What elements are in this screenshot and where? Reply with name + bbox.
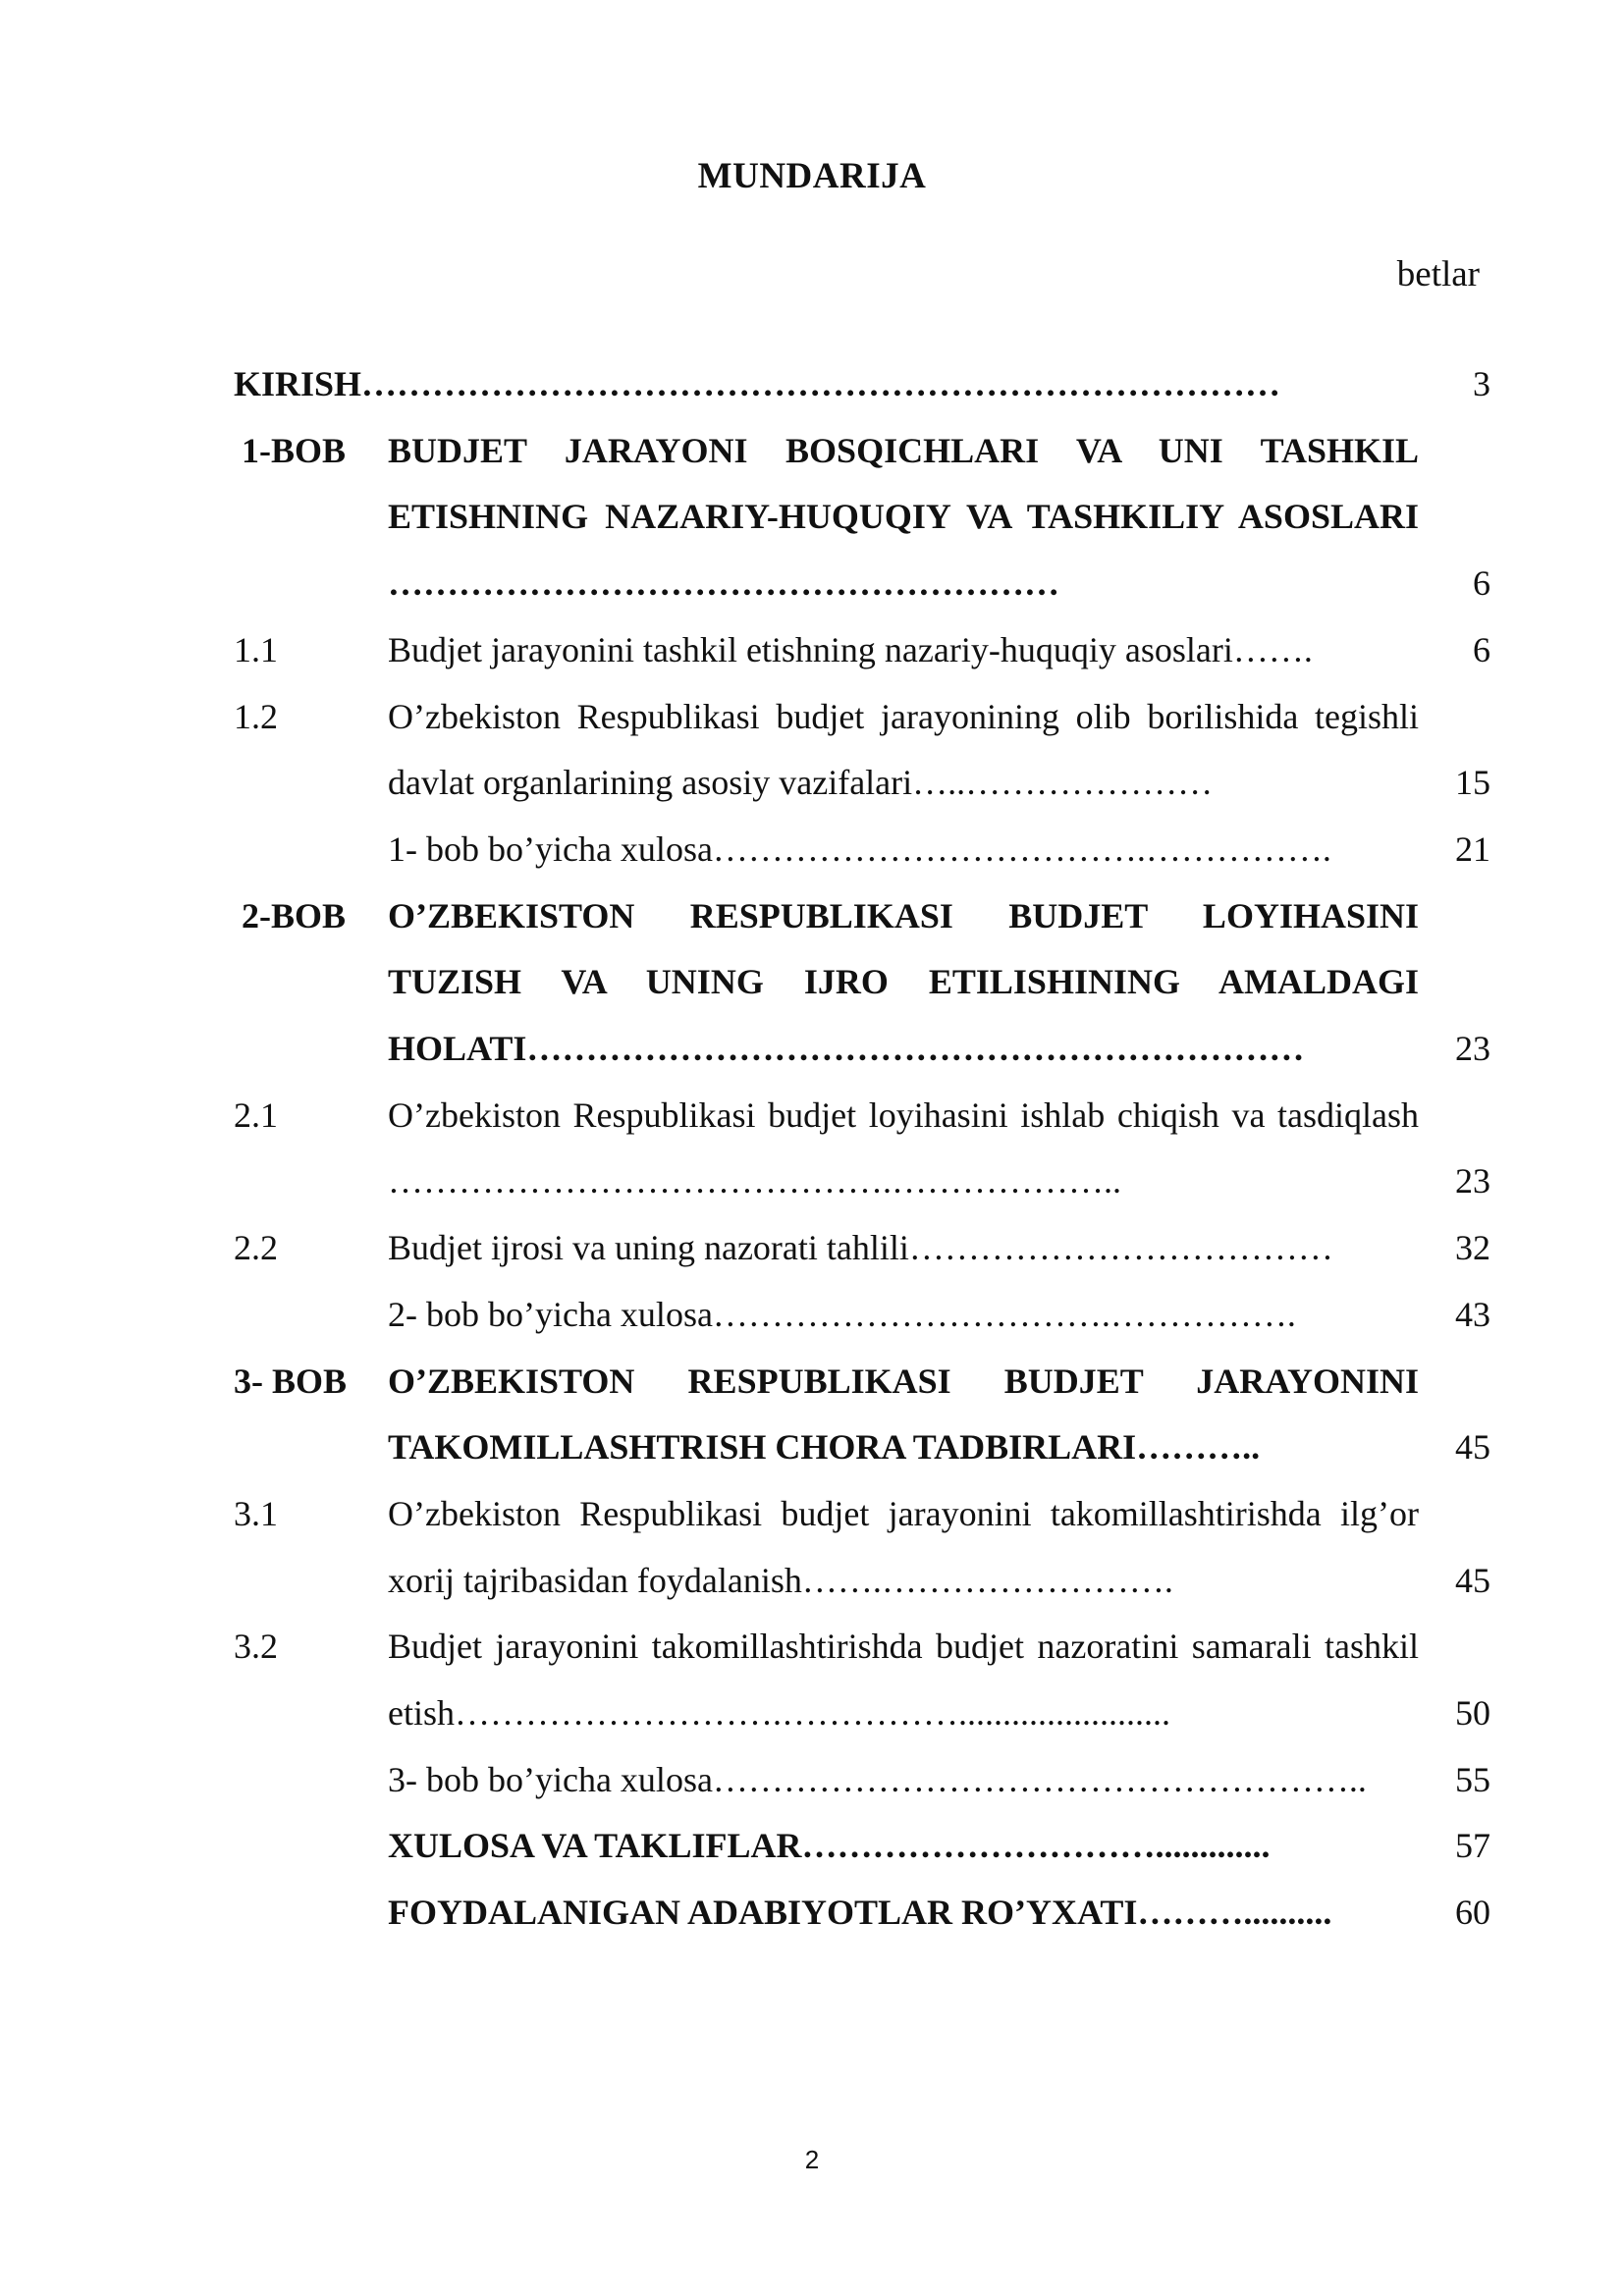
toc-entry-1-1[interactable] (234, 617, 1490, 684)
toc-entry-number: 1.1 (234, 629, 278, 669)
toc-entry-text: FOYDALANIGAN ADABIYOTLAR RO’YXATI……….......... (388, 1893, 1332, 1933)
toc-entry-page: 55 (1455, 1759, 1490, 1799)
toc-entry-number: 2-BOB (242, 895, 347, 935)
toc-entry-text: O’ZBEKISTON RESPUBLIKASI BUDJET JARAYONINI TAKOMILLASHTRISH CHORA TADBIRLARI……….. (388, 1361, 1419, 1468)
toc-entry-number: 2.1 (234, 1095, 278, 1135)
toc-entry-page: 3 (1473, 364, 1490, 403)
toc-entry-page: 45 (1455, 1427, 1490, 1468)
toc-entry-number: 1.2 (234, 696, 278, 736)
toc-entry-page: 21 (1455, 828, 1490, 869)
toc-entry-page: 15 (1455, 763, 1490, 803)
table-of-contents (234, 351, 1490, 1947)
toc-entry-chapter-2[interactable] (234, 883, 1490, 1083)
page-title: MUNDARIJA (697, 156, 927, 196)
toc-entry-conclusions[interactable] (234, 1813, 1490, 1880)
toc-entry-chapter-1[interactable] (234, 418, 1490, 617)
toc-entry-text: Budjet ijrosi va uning nazorati tahlili……………………………… (388, 1228, 1333, 1268)
toc-entry-text: XULOSA VA TAKLIFLAR…………………………............. (388, 1826, 1271, 1866)
toc-entry-text: O’zbekiston Respublikasi budjet jarayonini takomillashtirishda ilg’or xorij tajribasidan foydalanish…….……………………. (388, 1493, 1419, 1600)
toc-entry-text: 3- bob bo’yicha xulosa……………………………………………….. (388, 1759, 1367, 1799)
toc-entry-kirish[interactable] (234, 351, 1490, 418)
toc-entry-number: 1-BOB (242, 430, 347, 470)
toc-entry-1-2[interactable] (234, 684, 1490, 817)
toc-entry-number: 3- BOB (234, 1361, 348, 1401)
toc-entry-page: 6 (1473, 563, 1490, 604)
toc-entry-2-2[interactable] (234, 1215, 1490, 1282)
toc-entry-3-1[interactable] (234, 1481, 1490, 1614)
toc-entry-2-1[interactable] (234, 1083, 1490, 1215)
toc-entry-number: 3.1 (234, 1493, 278, 1533)
toc-entry-text: KIRISH…………………………………………………………………… (234, 364, 1281, 403)
toc-entry-page: 57 (1455, 1826, 1490, 1866)
toc-entry-text: O’zbekiston Respublikasi budjet jarayonining olib borilishida tegishli davlat organlarining asosiy vazifalari…..………………… (388, 696, 1419, 803)
toc-entry-page: 6 (1473, 629, 1490, 669)
toc-entry-page: 45 (1455, 1560, 1490, 1600)
toc-entry-text: 2- bob bo’yicha xulosa…………………………….……………. (388, 1294, 1296, 1334)
toc-entry-number: 3.2 (234, 1627, 278, 1667)
toc-entry-summary-2[interactable] (234, 1282, 1490, 1349)
pages-column-label: betlar (1396, 254, 1480, 294)
toc-entry-number: 2.2 (234, 1228, 278, 1268)
toc-entry-text: Budjet jarayonini takomillashtirishda budjet nazoratini samarali tashkil etish……………………….……………........................ (388, 1627, 1419, 1734)
toc-entry-text: O’zbekiston Respublikasi budjet loyihasini ishlab chiqish va tasdiqlash …………………………………….……………….. (388, 1095, 1419, 1201)
toc-entry-text: O’ZBEKISTON RESPUBLIKASI BUDJET LOYIHASINI TUZISH VA UNING IJRO ETILISHINING AMALDAGI HOLATI………………………………………………………… (388, 895, 1419, 1069)
toc-entry-page: 43 (1455, 1294, 1490, 1334)
toc-entry-3-2[interactable] (234, 1614, 1490, 1746)
toc-entry-summary-1[interactable] (234, 817, 1490, 883)
toc-entry-page: 50 (1455, 1693, 1490, 1734)
toc-entry-references[interactable] (234, 1880, 1490, 1947)
toc-entry-page: 32 (1455, 1228, 1490, 1268)
toc-entry-text: Budjet jarayonini tashkil etishning nazariy-huquqiy asoslari……. (388, 629, 1313, 669)
toc-entry-text: 1- bob bo’yicha xulosa……………………………….……………. (388, 828, 1331, 869)
toc-entry-chapter-3[interactable] (234, 1349, 1490, 1481)
toc-entry-summary-3[interactable] (234, 1747, 1490, 1814)
toc-entry-page: 60 (1455, 1893, 1490, 1933)
toc-entry-page: 23 (1455, 1029, 1490, 1069)
toc-entry-text: BUDJET JARAYONI BOSQICHLARI VA UNI TASHKIL ETISHNING NAZARIY-HUQUQIY VA TASHKILIY ASOSLARI ………………………………………………… (388, 430, 1419, 604)
toc-entry-page: 23 (1455, 1161, 1490, 1201)
page-number: 2 (804, 2145, 820, 2174)
